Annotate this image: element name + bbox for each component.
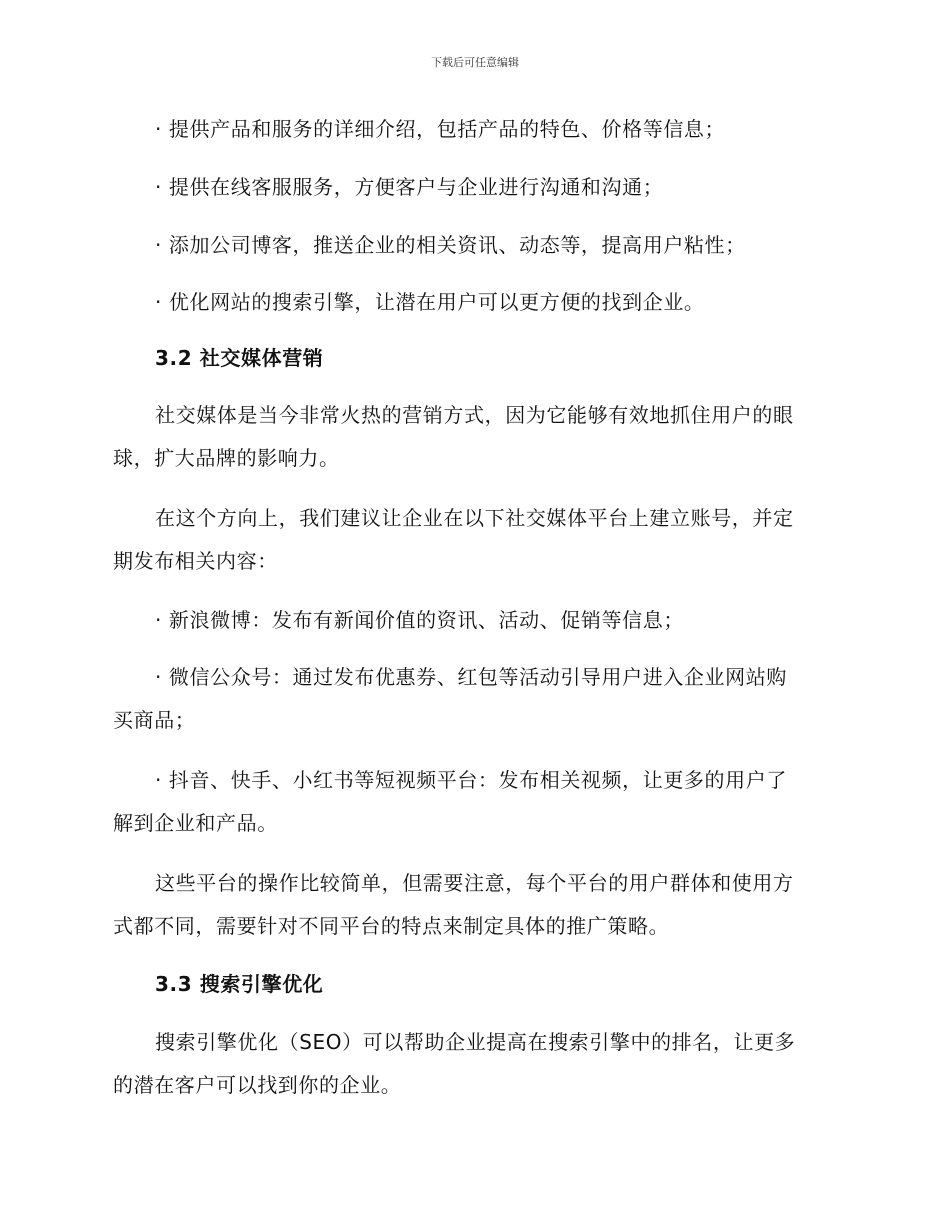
page-header: 下载后可任意编辑 bbox=[431, 56, 519, 69]
bullet-company-blog: · 添加公司博客，推送企业的相关资讯、动态等，提高用户粘性； bbox=[155, 233, 746, 257]
paragraph-line: · 抖音、快手、小红书等短视频平台：发布相关视频，让更多的用户了 bbox=[155, 768, 787, 792]
bullet-wechat bbox=[113, 656, 833, 742]
section-heading-3-2: 3.2 社交媒体营销 bbox=[155, 346, 324, 370]
paragraph-line: 这些平台的操作比较简单，但需要注意，每个平台的用户群体和使用方 bbox=[155, 871, 794, 895]
paragraph-line: 期发布相关内容： bbox=[113, 549, 278, 573]
paragraph-line: 球，扩大品牌的影响力。 bbox=[113, 446, 340, 470]
paragraph-line: 解到企业和产品。 bbox=[113, 811, 278, 835]
paragraph-line: 式都不同，需要针对不同平台的特点来制定具体的推广策略。 bbox=[113, 914, 670, 938]
bullet-product-intro: · 提供产品和服务的详细介绍，包括产品的特色、价格等信息； bbox=[155, 117, 726, 141]
bullet-weibo bbox=[113, 599, 833, 642]
paragraph-line: 的潜在客户可以找到你的企业。 bbox=[113, 1073, 402, 1097]
section-heading-3-3: 3.3 搜索引擎优化 bbox=[155, 972, 324, 996]
paragraph-line: 在这个方向上，我们建议让企业在以下社交媒体平台上建立账号，并定 bbox=[155, 506, 794, 530]
bullet-seo: · 优化网站的搜索引擎，让潜在用户可以更方便的找到企业。 bbox=[155, 290, 705, 314]
paragraph-seo-intro bbox=[113, 1021, 833, 1107]
paragraph-line: 买商品； bbox=[113, 708, 196, 732]
bullet-online-service: · 提供在线客服服务，方便客户与企业进行沟通和沟通； bbox=[155, 175, 664, 199]
paragraph-line: · 新浪微博：发布有新闻价值的资讯、活动、促销等信息； bbox=[155, 608, 684, 632]
paragraph-line: · 微信公众号：通过发布优惠券、红包等活动引导用户进入企业网站购 bbox=[155, 665, 787, 689]
paragraph-social-intro bbox=[113, 394, 833, 480]
paragraph-line: 社交媒体是当今非常火热的营销方式，因为它能够有效地抓住用户的眼 bbox=[155, 403, 794, 427]
paragraph-platform-advice bbox=[113, 497, 833, 583]
paragraph-line: 搜索引擎优化（SEO）可以帮助企业提高在搜索引擎中的排名，让更多 bbox=[155, 1030, 796, 1054]
bullet-short-video bbox=[113, 759, 833, 845]
paragraph-platform-note bbox=[113, 862, 833, 948]
